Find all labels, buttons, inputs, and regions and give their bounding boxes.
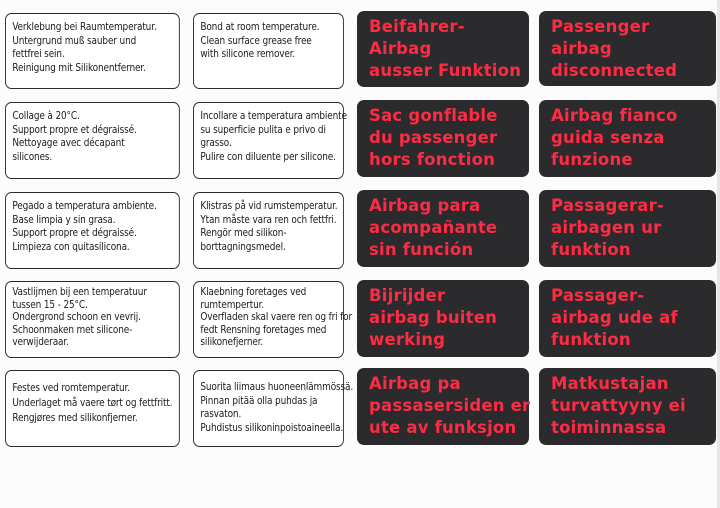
- instruction-line: with silicone remover.: [200, 47, 296, 61]
- instruction-line: Underlaget må vaere tørt og fettfritt.: [12, 396, 173, 409]
- instruction-line: Overfladen skal vaere ren og fri for: [200, 310, 353, 324]
- airbag-label-finnish: [539, 368, 716, 445]
- instruction-line: Ytan måste vara ren och fettfri.: [200, 212, 337, 226]
- label-line: Airbag para: [369, 196, 481, 215]
- label-line: Passager-: [551, 286, 645, 305]
- airbag-label-french: [357, 100, 529, 177]
- label-line: du passenger: [369, 128, 498, 147]
- label-line: Matkustajan: [551, 374, 669, 393]
- instruction-line: Rengjøres med silikonfjerner.: [12, 411, 138, 424]
- label-line: guida senza: [551, 128, 665, 147]
- label-line: passasersiden er: [369, 396, 531, 415]
- instruction-box-danish: [193, 281, 353, 358]
- airbag-label-german: [357, 11, 529, 87]
- instruction-line: rasvaton.: [200, 407, 242, 421]
- label-line: acompañante: [369, 218, 498, 237]
- instruction-line: Suorita liimaus huoneenlämmössä.: [200, 380, 354, 393]
- instruction-line: Rengör med silikon-: [200, 226, 287, 240]
- label-line: funzione: [551, 150, 633, 169]
- label-line: airbag ude af: [551, 308, 678, 327]
- label-line: Beifahrer-: [369, 17, 465, 36]
- label-line: turvattyyny ei: [551, 396, 686, 415]
- instruction-line: Klaebning foretages ved: [200, 285, 307, 298]
- instruction-line: Base limpia y sin grasa.: [12, 212, 116, 226]
- instruction-line: Bond at room temperature.: [200, 20, 320, 33]
- instruction-box-norwegian: [5, 370, 180, 447]
- instruction-line: Support propre et dégraissé.: [12, 226, 137, 240]
- instruction-line: Limpieza con quitasilicona.: [12, 239, 130, 253]
- label-line: Passagerar-: [551, 196, 665, 215]
- instruction-line: Incollare a temperatura ambiente: [200, 109, 347, 122]
- instruction-line: Reinigung mit Silikonentferner.: [12, 60, 146, 74]
- label-line: disconnected: [551, 61, 678, 80]
- instruction-line: Schoonmaken met silicone-: [12, 322, 133, 336]
- instruction-box-italian: [193, 102, 347, 179]
- airbag-label-dutch: [357, 280, 529, 357]
- instruction-line: Pinnan pitää olla puhdas ja: [200, 393, 318, 407]
- label-line: airbag buiten: [369, 308, 498, 327]
- instruction-line: Collage à 20°C.: [12, 109, 80, 122]
- label-line: sin función: [369, 240, 474, 259]
- instruction-line: Support propre et dégraissé.: [12, 122, 137, 136]
- label-line: airbagen ur: [551, 218, 662, 237]
- instruction-line: silicones.: [12, 149, 53, 163]
- instruction-line: Pulire con diluente per silicone.: [200, 149, 336, 163]
- instruction-line: Puhdistus silikoninpoistoaineella.: [200, 420, 344, 434]
- instruction-line: Ondergrond schoon en vevrij.: [12, 310, 141, 324]
- instruction-line: verwijderaar.: [12, 335, 69, 349]
- instruction-line: grasso.: [200, 136, 232, 150]
- label-line: Bijrijder: [369, 286, 446, 305]
- instruction-box-french: [5, 102, 180, 179]
- instruction-line: Festes ved romtemperatur.: [12, 381, 130, 394]
- airbag-label-english: [539, 11, 716, 86]
- instruction-line: rumtempertur.: [200, 297, 264, 311]
- instruction-line: Verklebung bei Raumtemperatur.: [12, 20, 157, 33]
- instruction-box-english: [193, 13, 344, 89]
- label-line: toiminnassa: [551, 418, 667, 437]
- label-line: werking: [369, 330, 446, 349]
- label-line: Sac gonflable: [369, 106, 498, 125]
- label-line: Airbag: [369, 39, 432, 58]
- instruction-line: Vastlijmen bij een temperatuur: [12, 285, 147, 298]
- instruction-box-german: [5, 13, 180, 89]
- instruction-line: silikonefjerner.: [200, 335, 264, 349]
- airbag-label-danish: [539, 280, 716, 357]
- airbag-label-norwegian: [357, 368, 529, 445]
- instruction-box-finnish: [193, 370, 354, 447]
- instruction-line: Untergrund muß sauber und: [12, 33, 137, 47]
- instruction-line: Nettoyage avec décapant: [12, 136, 125, 150]
- label-line: Passenger: [551, 17, 650, 36]
- instruction-line: Clean surface grease free: [200, 33, 312, 47]
- instruction-line: tussen 15 - 25°C.: [12, 297, 88, 311]
- label-line: hors fonction: [369, 150, 496, 169]
- instruction-line: fettfrei sein.: [12, 47, 65, 61]
- airbag-label-spanish: [357, 190, 529, 267]
- label-line: Airbag pa: [369, 374, 461, 393]
- label-line: funktion: [551, 330, 631, 349]
- instruction-line: su superficie pulita e privo di: [200, 122, 326, 136]
- instruction-line: Pegado a temperatura ambiente.: [12, 199, 157, 212]
- label-line: funktion: [551, 240, 631, 259]
- instruction-box-spanish: [5, 192, 180, 269]
- instruction-box-dutch: [5, 281, 180, 358]
- instruction-box-swedish: [193, 192, 344, 269]
- label-line: ute av funksjon: [369, 418, 517, 437]
- airbag-label-swedish: [539, 190, 716, 267]
- label-line: Airbag fianco: [551, 106, 678, 125]
- airbag-label-italian: [539, 100, 716, 177]
- instruction-line: Klistras på vid rumstemperatur.: [200, 199, 338, 212]
- instruction-line: borttagningsmedel.: [200, 239, 286, 253]
- label-line: ausser Funktion: [369, 61, 522, 80]
- instruction-line: fedt Rensning foretages med: [200, 322, 327, 336]
- label-line: airbag: [551, 39, 612, 58]
